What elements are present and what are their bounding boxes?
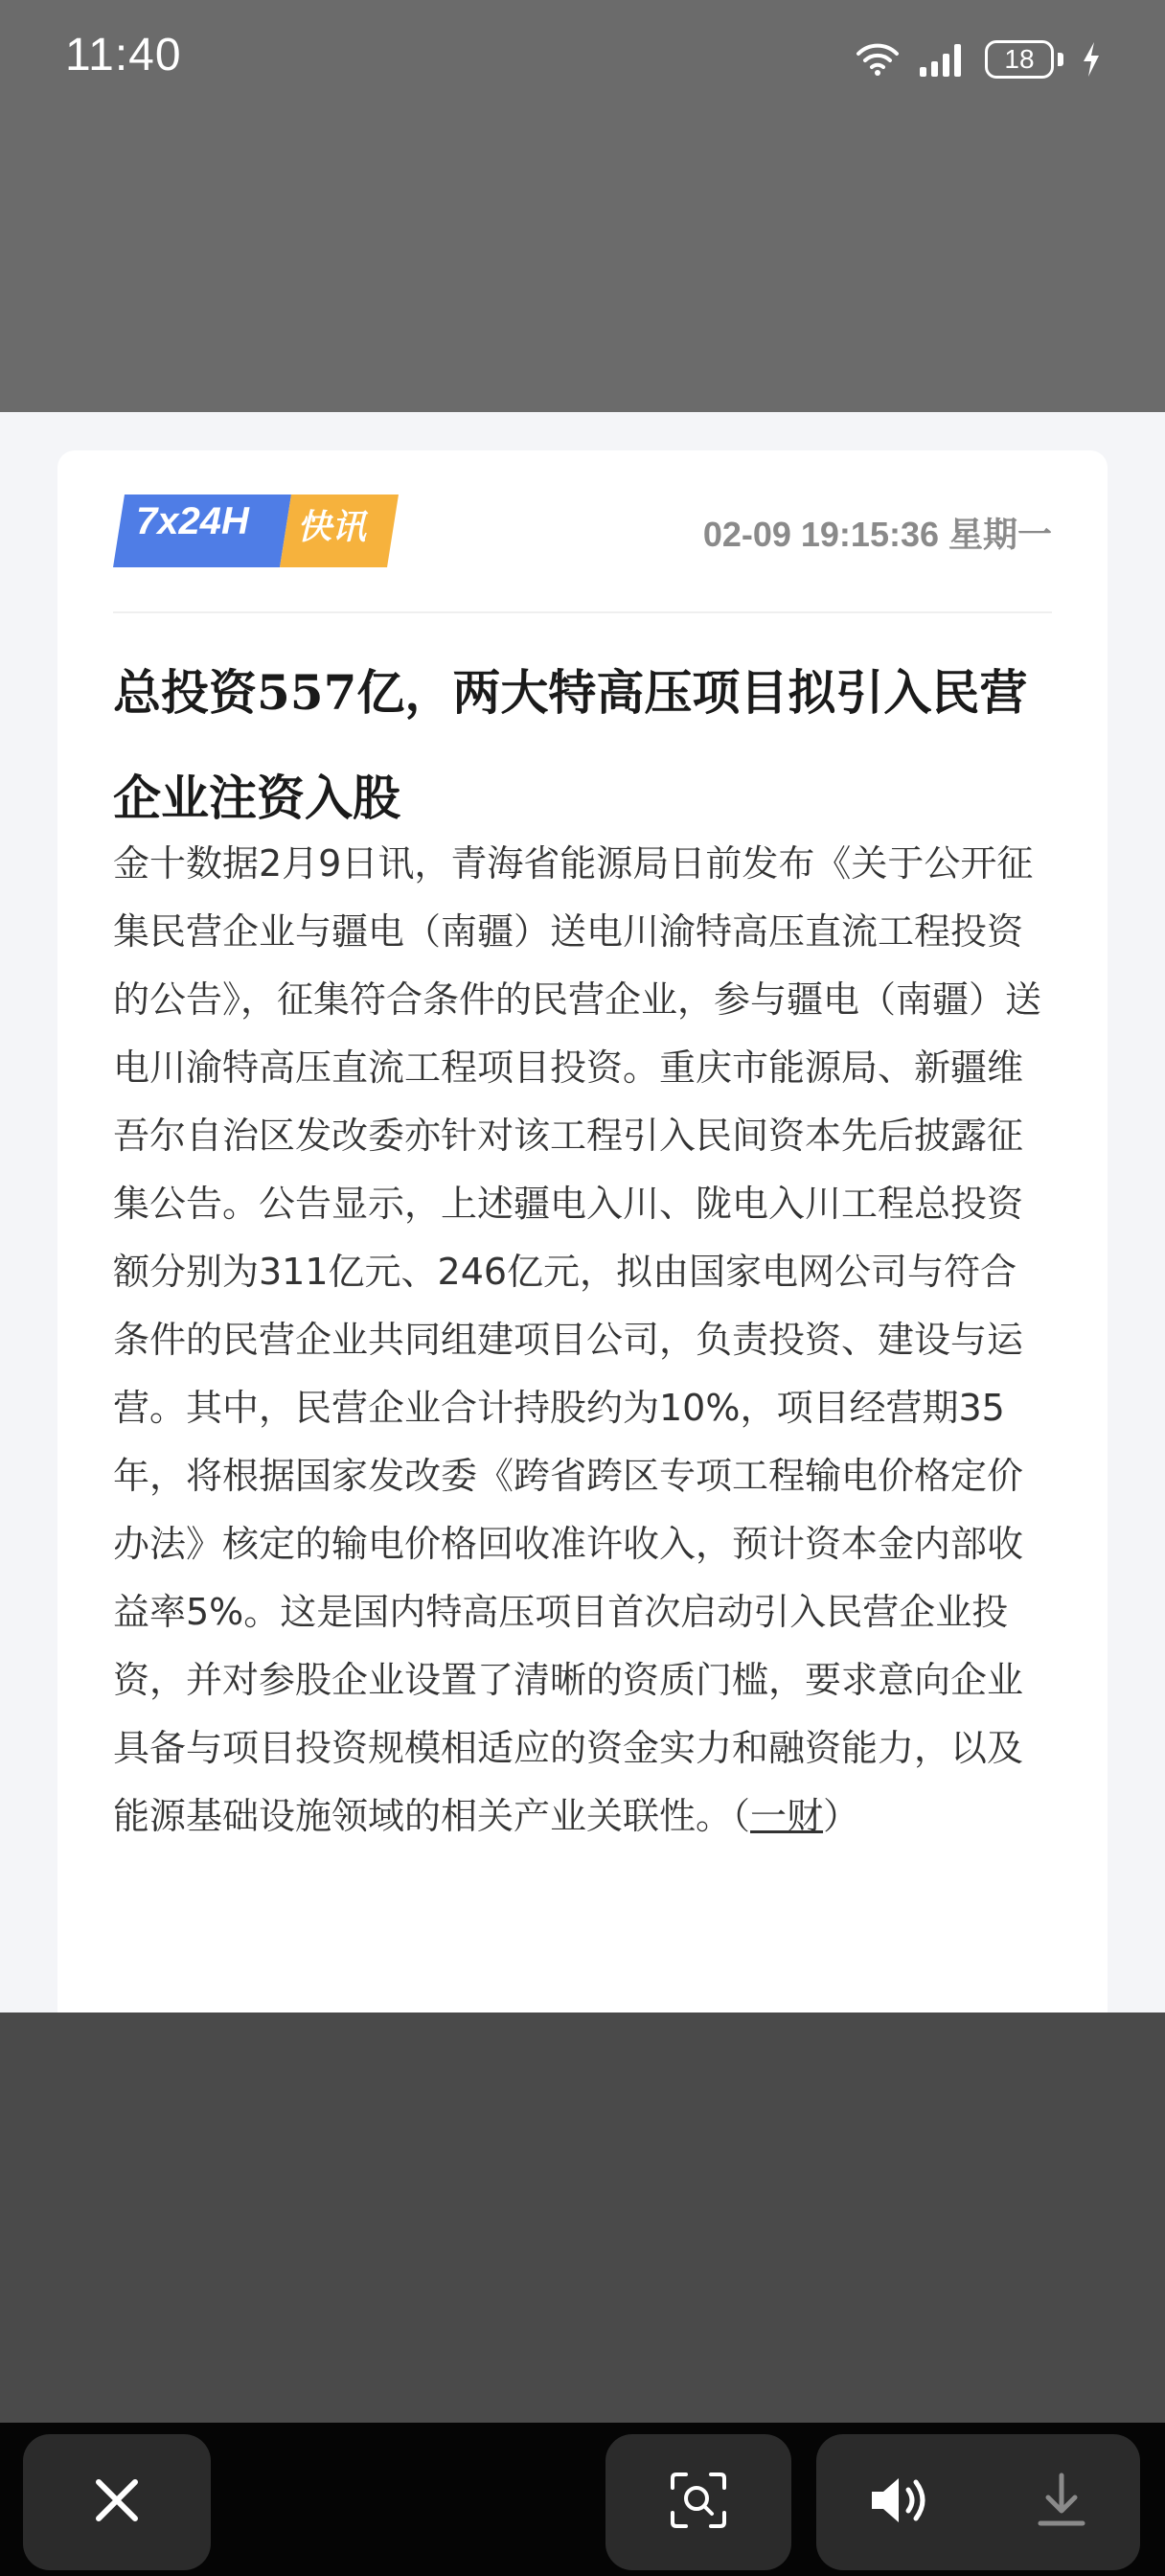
audio-download-group — [816, 2434, 1140, 2570]
source-link[interactable]: 一财 — [750, 1795, 824, 1837]
speaker-icon[interactable] — [868, 2474, 931, 2530]
source-close: ） — [823, 1795, 860, 1837]
article-body-text: 金十数据2月9日讯，青海省能源局日前发布《关于公开征集民营企业与疆电（南疆）送电川渝特高压直流工程投资的公告》，征集符合条件的民营企业，参与疆电（南疆）送电川渝特高压直流工程项目投资。重庆市能源局、新疆维吾尔自治区发改委亦针对该工程引入民间资本先后披露征集公告。公告显示，上述疆电入川、陇电入川工程总投资额分别为311亿元、246亿元，拟由国家电网公司与符合条件的民营企业共同组建项目公司，负责投资、建设与运营。其中，民营企业合计持股约为10%，项目经营期35年，将根据国家发改委《跨省跨区专项工程输电价格定价办法》核定的输电价格回收准许收入，预计资本金内部收益率5%。这是国内特高压项目首次启动引入民营企业投资，并对参股企业设置了清晰的资质门槛，要求意向企业具备与项目投资规模相适应的资金实力和融资能力，以及能源基础设施领域的相关产业关联性。 — [113, 842, 1042, 1837]
battery-level: 18 — [985, 40, 1054, 79]
status-time: 11:40 — [65, 30, 182, 80]
article-headline: 总投资557亿，两大特高压项目拟引入民营企业注资入股 — [113, 664, 1028, 826]
battery-tip — [1058, 53, 1063, 66]
lens-icon — [669, 2471, 728, 2534]
charging-icon — [1081, 40, 1102, 79]
divider — [113, 611, 1052, 613]
close-icon — [93, 2476, 141, 2528]
article-timestamp: 02-09 19:15:36 星期一 — [702, 515, 1052, 554]
signal-icon — [918, 40, 968, 79]
status-icons — [855, 36, 1102, 82]
article-body — [113, 830, 1052, 1851]
status-bar — [0, 0, 1165, 115]
close-button[interactable] — [23, 2434, 211, 2570]
download-icon[interactable] — [1035, 2472, 1088, 2533]
source-open: （ — [732, 1795, 751, 1837]
flash-news-badge — [113, 494, 399, 567]
visual-search-button[interactable] — [605, 2434, 791, 2570]
dimmed-overlay-bottom[interactable] — [0, 2012, 1165, 2423]
battery-icon — [985, 40, 1063, 79]
badge-label-7x24h: 7x24H — [136, 500, 249, 542]
wifi-icon — [855, 40, 901, 79]
badge-label-flash: 快讯 — [297, 508, 367, 547]
